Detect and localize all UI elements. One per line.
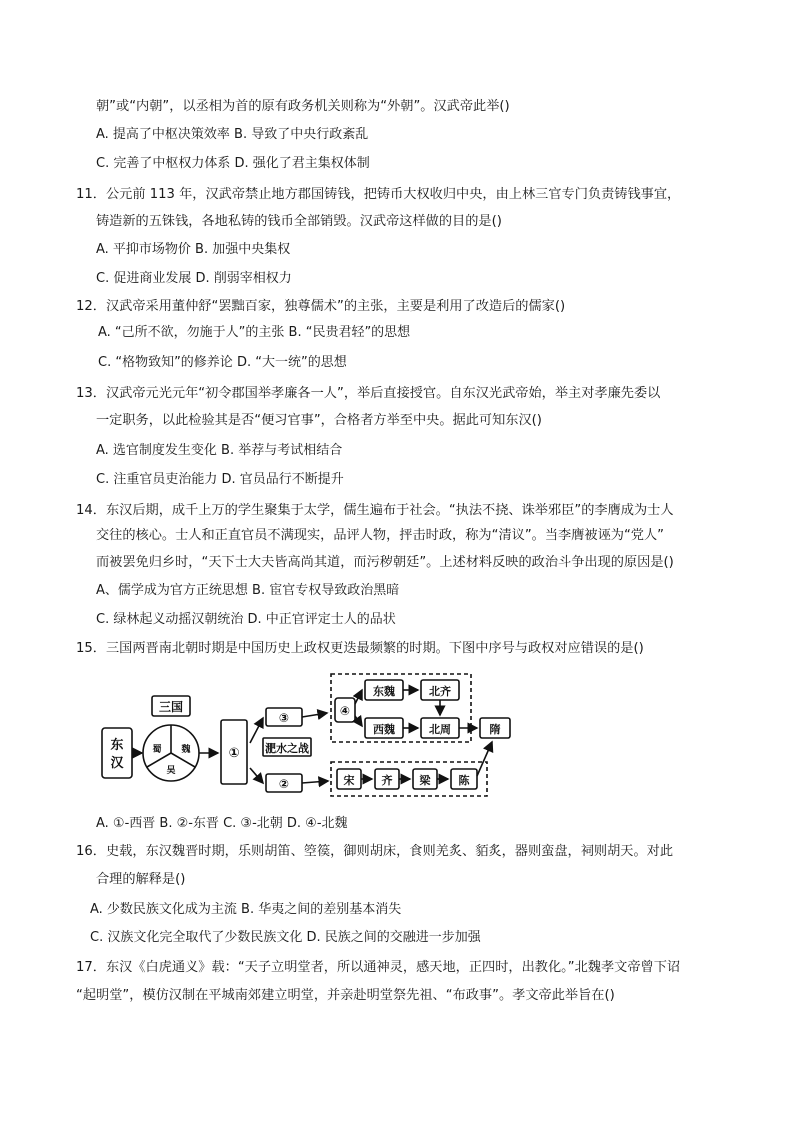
label-dong-han-1: 东: [110, 738, 124, 753]
text-line: C. 促进商业发展 D. 削弱宰相权力: [96, 271, 292, 286]
text-line: 17．东汉《白虎通义》载：“天子立明堂者，所以通神灵，感天地，正四时，出教化。”北魏孝文帝曾下诏: [76, 960, 681, 975]
label-3: ③: [278, 711, 290, 725]
text-line: A. “己所不欲，勿施于人”的主张 B. “民贵君轻”的思想: [98, 325, 411, 340]
dynasty-succession-diagram: [100, 668, 520, 803]
text-line: 16．史载，东汉魏晋时期，乐则胡笛、箜篌，御则胡床，食则羌炙、貊炙，器则蛮盘，祠则胡天。对此: [76, 844, 674, 859]
text-line: A. 平抑市场物价 B. 加强中央集权: [96, 242, 291, 257]
label-1: ①: [228, 746, 240, 761]
text-line: 14．东汉后期，成千上万的学生聚集于太学，儒生遍布于社会。“执法不挠、诛举邪臣”的李膺成为士人: [76, 503, 674, 518]
label-song: 宋: [343, 774, 355, 787]
text-line: “起明堂”，模仿汉制在平城南郊建立明堂，并亲赴明堂祭先祖、“布政事”。孝文帝此举旨在(): [76, 988, 615, 1003]
label-dong-han-2: 汉: [110, 756, 124, 771]
label-sui: 隋: [489, 723, 501, 736]
label-bei-zhou: 北周: [429, 723, 451, 736]
label-4: ④: [339, 704, 351, 718]
text-line: A. ①-西晋 B. ②-东晋 C. ③-北朝 D. ④-北魏: [96, 816, 348, 831]
text-line: A、儒学成为官方正统思想 B. 宦官专权导致政治黑暗: [96, 583, 400, 598]
text-line: 而被罢免归乡时，“天下士大夫皆高尚其道，而污秽朝廷”。上述材料反映的政治斗争出现的原因是(): [96, 555, 674, 570]
label-chen: 陈: [458, 774, 470, 787]
label-wei: 魏: [181, 745, 191, 755]
label-san-guo: 三国: [158, 700, 184, 714]
label-bei-qi: 北齐: [429, 685, 451, 698]
text-line: 13．汉武帝元光元年“初令郡国举孝廉各一人”，举后直接授官。自东汉光武帝始，举主对孝廉先委以: [76, 386, 661, 401]
text-line: C. 汉族文化完全取代了少数民族文化 D. 民族之间的交融进一步加强: [90, 930, 481, 945]
text-line: 一定职务，以此检验其是否“便习官事”，合格者方举至中央。据此可知东汉(): [96, 413, 542, 428]
label-wu: 吴: [166, 766, 176, 776]
text-line: 朝”或“内朝”，以丞相为首的原有政务机关则称为“外朝”。汉武帝此举(): [96, 99, 510, 114]
text-line: C. 完善了中枢权力体系 D. 强化了君主集权体制: [96, 156, 370, 171]
label-liang: 梁: [419, 774, 431, 787]
text-line: C. 注重官员吏治能力 D. 官员品行不断提升: [96, 472, 344, 487]
text-line: 交往的核心。士人和正直官员不满现实，品评人物，抨击时政，称为“清议”。当李膺被诬为“党人”: [96, 528, 665, 543]
text-line: C. 绿林起义动摇汉朝统治 D. 中正官评定士人的品状: [96, 612, 396, 627]
label-feishui: 淝水之战: [265, 742, 309, 755]
text-line: A. 少数民族文化成为主流 B. 华夷之间的差别基本消失: [90, 902, 402, 917]
text-line: 15．三国两晋南北朝时期是中国历史上政权更迭最频繁的时期。下图中序号与政权对应错误的是(): [76, 641, 644, 656]
label-dong-wei: 东魏: [373, 685, 395, 698]
text-line: A. 选官制度发生变化 B. 举荐与考试相结合: [96, 443, 343, 458]
text-line: 铸造新的五铢钱，各地私铸的钱币全部销毁。汉武帝这样做的目的是(): [96, 214, 502, 229]
text-line: A. 提高了中枢决策效率 B. 导致了中央行政紊乱: [96, 127, 369, 142]
text-line: 11．公元前 113 年，汉武帝禁止地方郡国铸钱，把铸币大权收归中央，由上林三官专门负责铸钱事宜，: [76, 187, 681, 202]
text-line: 合理的解释是(): [96, 872, 186, 887]
text-line: 12．汉武帝采用董仲舒“罢黜百家，独尊儒术”的主张，主要是利用了改造后的儒家(): [76, 299, 566, 314]
text-line: C. “格物致知”的修养论 D. “大一统”的思想: [98, 355, 347, 370]
label-shu: 蜀: [152, 745, 162, 755]
label-xi-wei: 西魏: [373, 723, 395, 736]
label-2: ②: [278, 777, 290, 791]
label-qi: 齐: [381, 774, 393, 787]
